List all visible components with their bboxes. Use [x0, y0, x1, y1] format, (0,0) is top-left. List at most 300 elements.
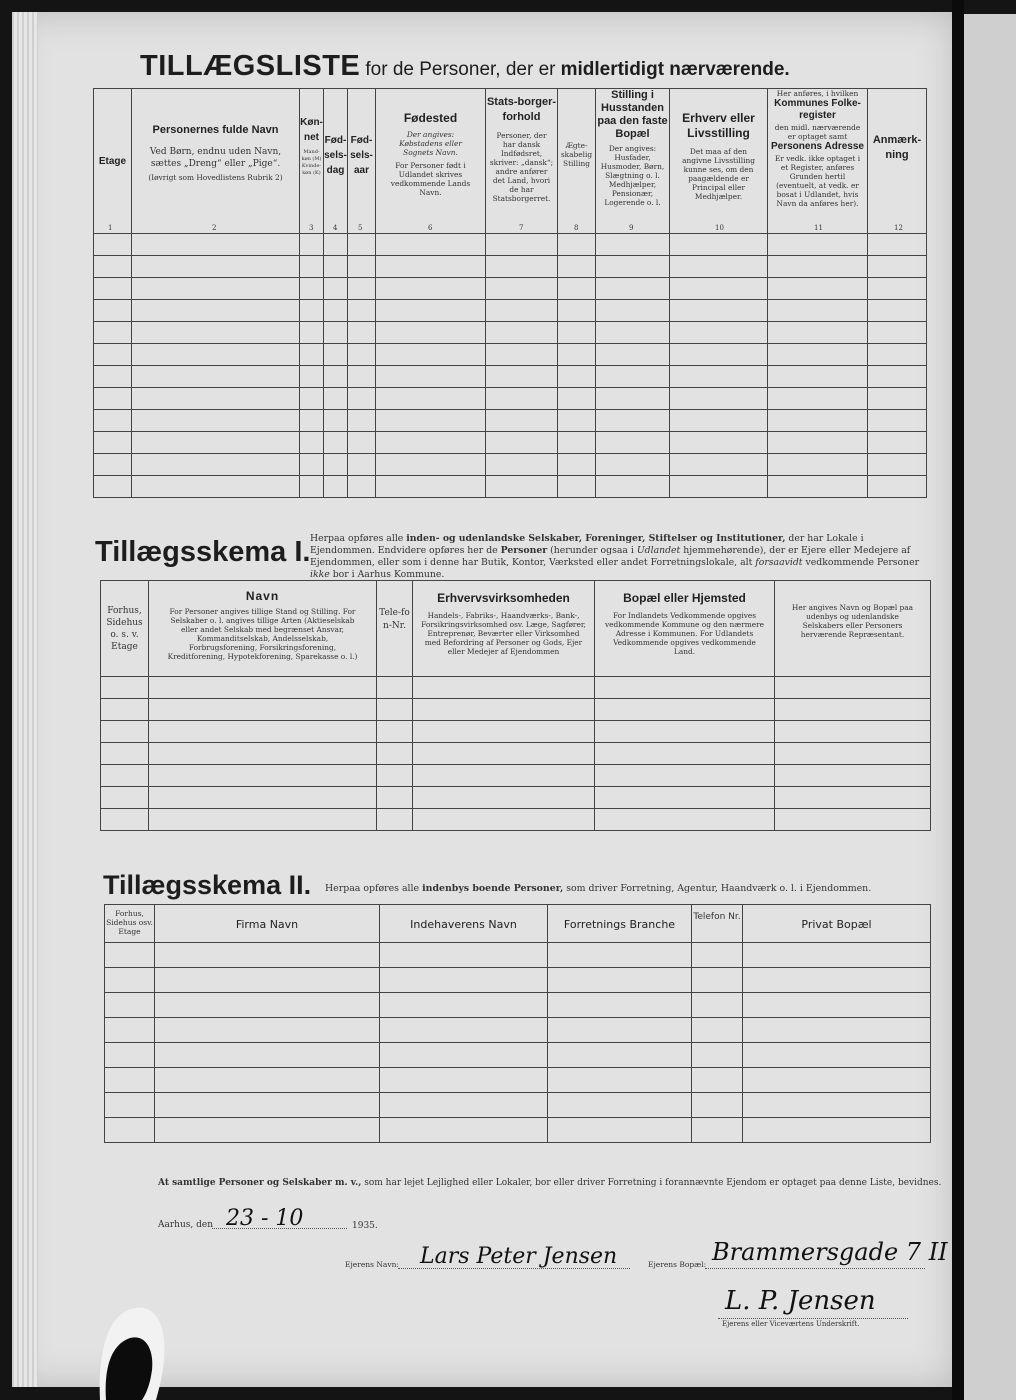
empty-cell[interactable] — [94, 432, 132, 454]
col-sex-title: Køn-net — [300, 117, 323, 143]
empty-cell[interactable] — [149, 677, 377, 699]
empty-cell[interactable] — [486, 476, 558, 498]
col-remarks-title: Anmærk-ning — [872, 134, 922, 161]
empty-cell[interactable] — [132, 410, 300, 432]
table-row — [94, 476, 927, 498]
col-etage-title: Etage — [98, 155, 127, 167]
empty-cell[interactable] — [149, 743, 377, 765]
empty-cell[interactable] — [486, 454, 558, 476]
empty-cell[interactable] — [868, 234, 927, 256]
empty-cell[interactable] — [413, 787, 595, 809]
main-title — [140, 50, 790, 83]
empty-cell[interactable] — [775, 721, 931, 743]
empty-cell[interactable] — [558, 322, 596, 344]
empty-cell[interactable] — [595, 809, 775, 831]
empty-cell[interactable] — [548, 993, 692, 1018]
empty-cell[interactable] — [105, 968, 155, 993]
empty-cell[interactable] — [558, 432, 596, 454]
empty-cell[interactable] — [558, 300, 596, 322]
col-sex — [300, 89, 324, 234]
empty-cell[interactable] — [486, 410, 558, 432]
empty-cell[interactable] — [300, 322, 324, 344]
empty-cell[interactable] — [596, 366, 670, 388]
empty-cell[interactable] — [132, 344, 300, 366]
empty-cell[interactable] — [548, 1068, 692, 1093]
empty-cell[interactable] — [132, 432, 300, 454]
empty-cell[interactable] — [548, 1118, 692, 1143]
empty-cell[interactable] — [692, 1018, 743, 1043]
signature-label: Ejerens eller Viceværtens Underskrift. — [722, 1320, 860, 1328]
table-row — [105, 1093, 931, 1118]
empty-cell[interactable] — [324, 432, 348, 454]
empty-cell[interactable] — [768, 278, 868, 300]
col-etage — [94, 89, 132, 234]
empty-cell[interactable] — [413, 809, 595, 831]
empty-cell[interactable] — [300, 366, 324, 388]
empty-cell[interactable] — [486, 388, 558, 410]
s1-col-erhverv-sub: Handels-, Fabriks-, Haandværks-, Bank-, Forsikringsvirksomhed osv. Læge, Sagfører, Entreprenør, Beværter eller Virksomhed med Befordring af Personer og Gods, Ejer eller Medejer af Ejendommen — [421, 611, 586, 656]
empty-cell[interactable] — [868, 300, 927, 322]
empty-cell[interactable] — [692, 1068, 743, 1093]
empty-cell[interactable] — [94, 278, 132, 300]
empty-cell[interactable] — [548, 968, 692, 993]
empty-cell[interactable] — [94, 454, 132, 476]
empty-cell[interactable] — [558, 388, 596, 410]
empty-cell[interactable] — [413, 765, 595, 787]
empty-cell[interactable] — [155, 1018, 380, 1043]
col-birthday — [324, 89, 348, 234]
col-birthplace-sub: Der angives: Købstadens eller Sognets Navn. — [399, 130, 462, 157]
empty-cell[interactable] — [324, 256, 348, 278]
empty-cell[interactable] — [548, 1043, 692, 1068]
empty-cell[interactable] — [101, 743, 149, 765]
empty-cell[interactable] — [377, 787, 413, 809]
empty-cell[interactable] — [743, 1068, 931, 1093]
empty-cell[interactable] — [324, 454, 348, 476]
empty-cell[interactable] — [558, 256, 596, 278]
empty-cell[interactable] — [596, 344, 670, 366]
empty-cell[interactable] — [101, 809, 149, 831]
empty-cell[interactable] — [596, 234, 670, 256]
empty-cell[interactable] — [775, 787, 931, 809]
col-citizenship — [486, 89, 558, 234]
empty-cell[interactable] — [105, 1043, 155, 1068]
empty-cell[interactable] — [670, 344, 768, 366]
empty-cell[interactable] — [596, 454, 670, 476]
empty-cell[interactable] — [595, 765, 775, 787]
empty-cell[interactable] — [380, 968, 548, 993]
col-birthyear-title: Fød-sels-aar — [350, 135, 373, 176]
empty-cell[interactable] — [94, 476, 132, 498]
empty-cell[interactable] — [376, 454, 486, 476]
table-row — [94, 278, 927, 300]
empty-cell[interactable] — [376, 234, 486, 256]
empty-cell[interactable] — [300, 344, 324, 366]
empty-cell[interactable] — [348, 366, 376, 388]
empty-cell[interactable] — [692, 1043, 743, 1068]
empty-cell[interactable] — [155, 1093, 380, 1118]
empty-cell[interactable] — [94, 388, 132, 410]
empty-cell[interactable] — [94, 344, 132, 366]
note-text: Herpaa opføres alle — [325, 883, 423, 894]
empty-cell[interactable] — [670, 476, 768, 498]
empty-cell[interactable] — [768, 388, 868, 410]
empty-cell[interactable] — [548, 943, 692, 968]
empty-cell[interactable] — [768, 432, 868, 454]
s2-col-firma — [155, 905, 380, 943]
empty-cell[interactable] — [595, 743, 775, 765]
note-italic: Udlandet — [636, 545, 681, 556]
empty-cell[interactable] — [300, 454, 324, 476]
empty-cell[interactable] — [670, 300, 768, 322]
empty-cell[interactable] — [486, 322, 558, 344]
empty-cell[interactable] — [868, 454, 927, 476]
empty-cell[interactable] — [149, 765, 377, 787]
table-row — [101, 699, 931, 721]
col-birthplace-title: Fødested — [403, 111, 458, 125]
col-sex-sub: Mand-køn (M) Kvinde-køn (K) — [301, 149, 322, 176]
empty-cell[interactable] — [324, 410, 348, 432]
empty-cell[interactable] — [94, 322, 132, 344]
empty-cell[interactable] — [743, 993, 931, 1018]
empty-cell[interactable] — [868, 278, 927, 300]
empty-cell[interactable] — [868, 388, 927, 410]
empty-cell[interactable] — [155, 1118, 380, 1143]
empty-cell[interactable] — [101, 787, 149, 809]
empty-cell[interactable] — [94, 234, 132, 256]
s1-col-telefon — [377, 581, 413, 677]
col-occupation — [670, 89, 768, 234]
empty-cell[interactable] — [743, 1043, 931, 1068]
empty-cell[interactable] — [596, 278, 670, 300]
empty-cell[interactable] — [300, 300, 324, 322]
empty-cell[interactable] — [149, 721, 377, 743]
table-row — [94, 344, 927, 366]
col-birthday-title: Fød-sels-dag — [324, 135, 347, 176]
empty-cell[interactable] — [558, 278, 596, 300]
empty-cell[interactable] — [376, 278, 486, 300]
empty-cell[interactable] — [768, 300, 868, 322]
empty-cell[interactable] — [105, 1118, 155, 1143]
s1-col-telefon-title: Tele-fon-Nr. — [379, 608, 410, 631]
empty-cell[interactable] — [596, 388, 670, 410]
empty-cell[interactable] — [348, 234, 376, 256]
col-num: 6 — [428, 224, 433, 232]
empty-cell[interactable] — [486, 234, 558, 256]
empty-cell[interactable] — [324, 234, 348, 256]
empty-cell[interactable] — [558, 410, 596, 432]
empty-cell[interactable] — [768, 234, 868, 256]
empty-cell[interactable] — [300, 388, 324, 410]
empty-cell[interactable] — [348, 278, 376, 300]
empty-cell[interactable] — [300, 234, 324, 256]
empty-cell[interactable] — [595, 787, 775, 809]
empty-cell[interactable] — [413, 721, 595, 743]
empty-cell[interactable] — [101, 677, 149, 699]
empty-cell[interactable] — [132, 300, 300, 322]
empty-cell[interactable] — [670, 322, 768, 344]
empty-cell[interactable] — [548, 1018, 692, 1043]
empty-cell[interactable] — [94, 256, 132, 278]
s1-col-erhverv-title: Erhvervsvirksomheden — [437, 591, 570, 605]
empty-cell[interactable] — [670, 256, 768, 278]
owner-name-label: Ejerens Navn: — [345, 1260, 399, 1269]
empty-cell[interactable] — [596, 322, 670, 344]
empty-cell[interactable] — [595, 721, 775, 743]
empty-cell[interactable] — [380, 1093, 548, 1118]
table-row — [101, 743, 931, 765]
empty-cell[interactable] — [132, 476, 300, 498]
table-row — [94, 388, 927, 410]
empty-cell[interactable] — [132, 366, 300, 388]
col-registry-sub2: Er vedk. ikke optaget i et Register, anføres Grunden hertil (eventuelt, at vedk. er bosat i Udlandet, hvis Navn da anføres her). — [774, 154, 861, 208]
empty-cell[interactable] — [868, 322, 927, 344]
empty-cell[interactable] — [413, 743, 595, 765]
empty-cell[interactable] — [413, 677, 595, 699]
empty-cell[interactable] — [380, 1068, 548, 1093]
empty-cell[interactable] — [558, 476, 596, 498]
empty-cell[interactable] — [596, 300, 670, 322]
note-text: (herunder ogsaa i — [547, 545, 637, 556]
empty-cell[interactable] — [596, 410, 670, 432]
col-num: 1 — [108, 224, 113, 232]
note-bold: indenbys boende Personer, — [422, 883, 564, 894]
empty-cell[interactable] — [300, 278, 324, 300]
empty-cell[interactable] — [775, 743, 931, 765]
empty-cell[interactable] — [105, 993, 155, 1018]
empty-cell[interactable] — [101, 765, 149, 787]
empty-cell[interactable] — [155, 943, 380, 968]
empty-cell[interactable] — [868, 344, 927, 366]
empty-cell[interactable] — [101, 699, 149, 721]
empty-cell[interactable] — [868, 256, 927, 278]
empty-cell[interactable] — [768, 410, 868, 432]
empty-cell[interactable] — [486, 300, 558, 322]
empty-cell[interactable] — [692, 1118, 743, 1143]
empty-cell[interactable] — [670, 234, 768, 256]
empty-cell[interactable] — [324, 300, 348, 322]
empty-cell[interactable] — [132, 322, 300, 344]
empty-cell[interactable] — [486, 278, 558, 300]
empty-cell[interactable] — [868, 432, 927, 454]
empty-cell[interactable] — [300, 256, 324, 278]
col-birthplace — [376, 89, 486, 234]
page-stack-edge — [12, 12, 38, 1387]
empty-cell[interactable] — [376, 410, 486, 432]
empty-cell[interactable] — [595, 699, 775, 721]
book-binding — [952, 0, 964, 1400]
empty-cell[interactable] — [376, 322, 486, 344]
empty-cell[interactable] — [132, 234, 300, 256]
empty-cell[interactable] — [380, 1043, 548, 1068]
empty-cell[interactable] — [376, 432, 486, 454]
empty-cell[interactable] — [486, 344, 558, 366]
empty-cell[interactable] — [324, 388, 348, 410]
empty-cell[interactable] — [413, 699, 595, 721]
s2-col-etage — [105, 905, 155, 943]
empty-cell[interactable] — [348, 344, 376, 366]
empty-cell[interactable] — [486, 256, 558, 278]
empty-cell[interactable] — [692, 993, 743, 1018]
empty-cell[interactable] — [692, 1093, 743, 1118]
col-registry — [768, 89, 868, 234]
empty-cell[interactable] — [348, 410, 376, 432]
s2-col-branche — [548, 905, 692, 943]
empty-cell[interactable] — [376, 388, 486, 410]
empty-cell[interactable] — [596, 432, 670, 454]
empty-cell[interactable] — [670, 366, 768, 388]
table-row — [105, 1118, 931, 1143]
supplement-list-table — [93, 88, 927, 498]
empty-cell[interactable] — [348, 388, 376, 410]
empty-cell[interactable] — [324, 322, 348, 344]
main-title-bold: midlertidigt nærværende. — [560, 59, 790, 80]
empty-cell[interactable] — [380, 943, 548, 968]
empty-cell[interactable] — [132, 256, 300, 278]
empty-cell[interactable] — [132, 388, 300, 410]
empty-cell[interactable] — [105, 1018, 155, 1043]
empty-cell[interactable] — [324, 278, 348, 300]
empty-cell[interactable] — [768, 476, 868, 498]
note-bold: Personer — [500, 545, 548, 556]
empty-cell[interactable] — [149, 809, 377, 831]
empty-cell[interactable] — [670, 278, 768, 300]
empty-cell[interactable] — [348, 256, 376, 278]
empty-cell[interactable] — [380, 993, 548, 1018]
empty-cell[interactable] — [377, 809, 413, 831]
empty-cell[interactable] — [377, 677, 413, 699]
empty-cell[interactable] — [868, 366, 927, 388]
col-num: 2 — [212, 224, 217, 232]
empty-cell[interactable] — [105, 1068, 155, 1093]
s1-col-bopael-title: Bopæl eller Hjemsted — [623, 591, 746, 605]
empty-cell[interactable] — [775, 677, 931, 699]
empty-cell[interactable] — [94, 300, 132, 322]
empty-cell[interactable] — [595, 677, 775, 699]
empty-cell[interactable] — [775, 699, 931, 721]
empty-cell[interactable] — [155, 993, 380, 1018]
empty-cell[interactable] — [377, 743, 413, 765]
empty-cell[interactable] — [155, 1043, 380, 1068]
empty-cell[interactable] — [692, 968, 743, 993]
empty-cell[interactable] — [94, 366, 132, 388]
skema2-note — [325, 883, 871, 894]
empty-cell[interactable] — [376, 476, 486, 498]
skema1-header-row — [101, 581, 931, 677]
empty-cell[interactable] — [380, 1018, 548, 1043]
empty-cell[interactable] — [376, 344, 486, 366]
empty-cell[interactable] — [596, 256, 670, 278]
empty-cell[interactable] — [155, 1068, 380, 1093]
empty-cell[interactable] — [348, 300, 376, 322]
empty-cell[interactable] — [486, 432, 558, 454]
empty-cell[interactable] — [348, 322, 376, 344]
table-row — [94, 432, 927, 454]
empty-cell[interactable] — [596, 476, 670, 498]
empty-cell[interactable] — [149, 787, 377, 809]
note-text: vedkommende Personer — [802, 557, 920, 568]
s2-col-bopael — [743, 905, 931, 943]
empty-cell[interactable] — [132, 278, 300, 300]
empty-cell[interactable] — [324, 366, 348, 388]
empty-cell[interactable] — [558, 454, 596, 476]
col-occupation-title: Erhverv eller Livsstilling — [682, 111, 755, 140]
empty-cell[interactable] — [670, 432, 768, 454]
empty-cell[interactable] — [149, 699, 377, 721]
empty-cell[interactable] — [768, 256, 868, 278]
empty-cell[interactable] — [775, 809, 931, 831]
empty-cell[interactable] — [300, 432, 324, 454]
empty-cell[interactable] — [558, 234, 596, 256]
empty-cell[interactable] — [743, 968, 931, 993]
empty-cell[interactable] — [743, 1018, 931, 1043]
owner-address-line — [705, 1268, 925, 1269]
empty-cell[interactable] — [670, 410, 768, 432]
empty-cell[interactable] — [376, 300, 486, 322]
empty-cell[interactable] — [377, 699, 413, 721]
empty-cell[interactable] — [486, 366, 558, 388]
col-num: 7 — [519, 224, 524, 232]
empty-cell[interactable] — [670, 388, 768, 410]
col-occupation-sub: Det maa af den angivne Livsstilling kunne ses, om den paagældende er Principal eller Medhjælper. — [682, 147, 755, 201]
empty-cell[interactable] — [324, 476, 348, 498]
empty-cell[interactable] — [768, 344, 868, 366]
col-num: 11 — [814, 224, 823, 232]
empty-cell[interactable] — [132, 454, 300, 476]
empty-cell[interactable] — [94, 410, 132, 432]
empty-cell[interactable] — [300, 410, 324, 432]
empty-cell[interactable] — [105, 1093, 155, 1118]
empty-cell[interactable] — [324, 344, 348, 366]
table-row — [105, 1018, 931, 1043]
empty-cell[interactable] — [868, 476, 927, 498]
note-italic: forsaavidt — [755, 557, 803, 568]
empty-cell[interactable] — [868, 410, 927, 432]
empty-cell[interactable] — [155, 968, 380, 993]
empty-cell[interactable] — [300, 476, 324, 498]
col-marital-title: Ægte-skabelig Stilling — [560, 141, 593, 168]
empty-cell[interactable] — [692, 943, 743, 968]
empty-cell[interactable] — [380, 1118, 548, 1143]
owner-address-handwritten: Brammersgade 7 II — [712, 1238, 948, 1266]
note-text: bor i Aarhus Kommune. — [329, 569, 445, 580]
empty-cell[interactable] — [105, 943, 155, 968]
empty-cell[interactable] — [670, 454, 768, 476]
empty-cell[interactable] — [101, 721, 149, 743]
empty-cell[interactable] — [377, 721, 413, 743]
empty-cell[interactable] — [377, 765, 413, 787]
empty-cell[interactable] — [743, 943, 931, 968]
empty-cell[interactable] — [768, 366, 868, 388]
place-label: Aarhus, den — [158, 1220, 213, 1230]
empty-cell[interactable] — [348, 432, 376, 454]
empty-cell[interactable] — [548, 1093, 692, 1118]
empty-cell[interactable] — [348, 454, 376, 476]
s1-col-repraesentant — [775, 581, 931, 677]
empty-cell[interactable] — [768, 454, 868, 476]
empty-cell[interactable] — [376, 256, 486, 278]
note-text: der har Lokale i Ejendommen. Endvidere opføres her de — [310, 533, 864, 556]
cert-bold: At samtlige Personer og Selskaber m. v., — [158, 1178, 362, 1188]
empty-cell[interactable] — [558, 344, 596, 366]
empty-cell[interactable] — [558, 366, 596, 388]
empty-cell[interactable] — [348, 476, 376, 498]
empty-cell[interactable] — [768, 322, 868, 344]
empty-cell[interactable] — [376, 366, 486, 388]
empty-cell[interactable] — [775, 765, 931, 787]
empty-cell[interactable] — [743, 1093, 931, 1118]
empty-cell[interactable] — [743, 1118, 931, 1143]
